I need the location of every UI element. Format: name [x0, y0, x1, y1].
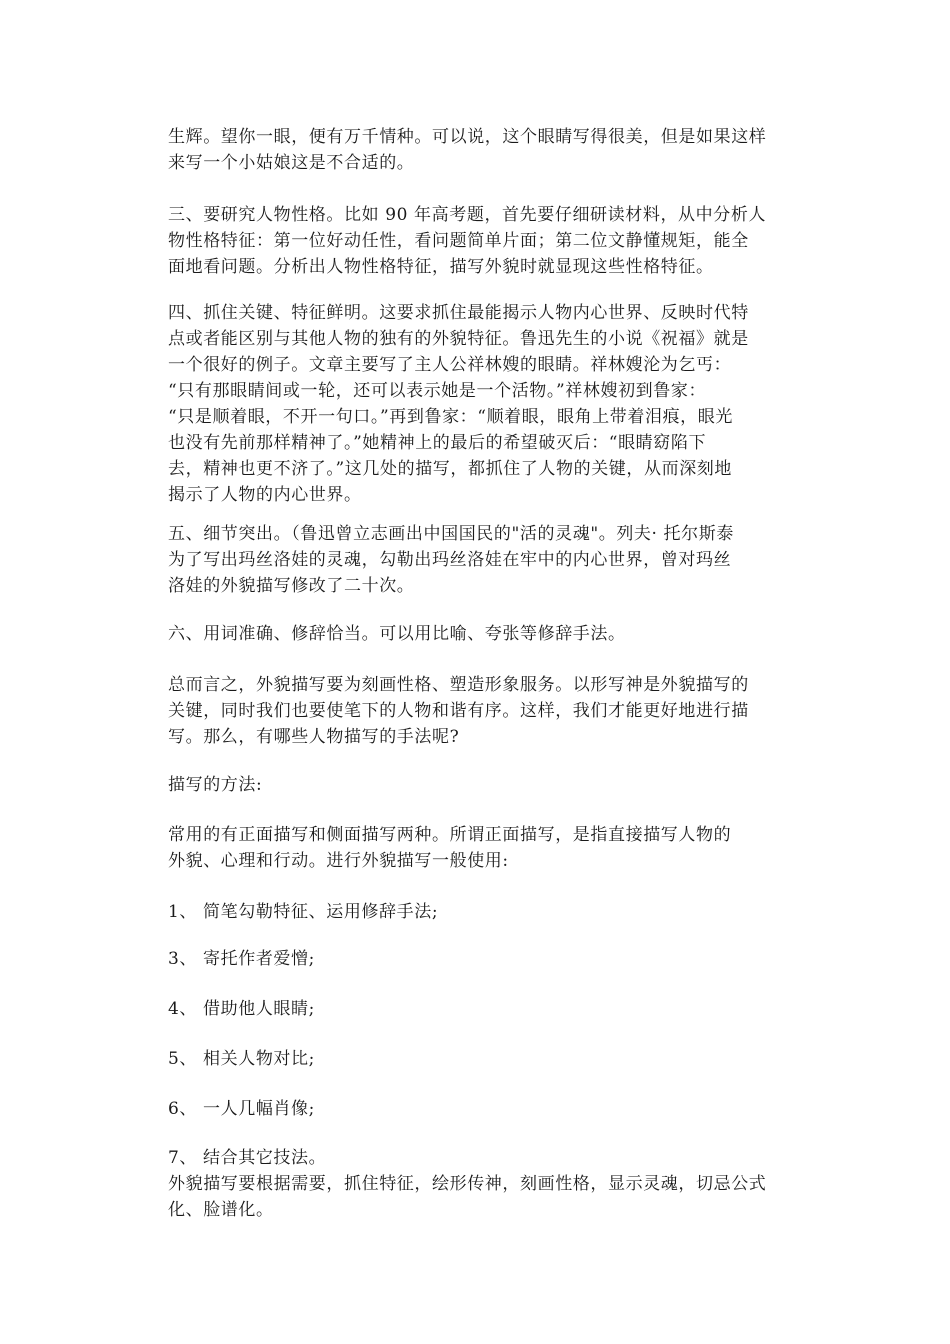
text-line: “只有那眼睛间或一轮，还可以表示她是一个活物。”祥林嫂初到鲁家：: [168, 381, 707, 401]
text-line: 6、 一人几幅肖像;: [168, 1099, 315, 1119]
text-line: “只是顺着眼，不开一句口。”再到鲁家：“顺着眼，眼角上带着泪痕，眼光: [168, 407, 733, 427]
text-line: 外貌、心理和行动。进行外貌描写一般使用:: [168, 851, 509, 871]
list-item-7: [168, 1145, 788, 1223]
text-line: 一个很好的例子。文章主要写了主人公祥林嫂的眼睛。祥林嫂沦为乞丐：: [168, 355, 732, 375]
list-item-6: [168, 1096, 788, 1122]
text-line: 1、 简笔勾勒特征、运用修辞手法;: [168, 902, 439, 922]
text-line: 7、 结合其它技法。: [168, 1148, 327, 1168]
text-line: 面地看问题。分析出人物性格特征，描写外貌时就显现这些性格特征。: [168, 257, 714, 277]
text-line: 点或者能区别与其他人物的独有的外貌特征。鲁迅先生的小说《祝福》就是: [168, 329, 749, 349]
paragraph-intro-end: [168, 124, 788, 176]
text-line: 4、 借助他人眼睛;: [168, 999, 315, 1019]
text-line: 五、细节突出。（鲁迅曾立志画出中国国民的"活的灵魂"。列夫· 托尔斯泰: [168, 524, 734, 544]
text-line: 去，精神也更不济了。”这几处的描写，都抓住了人物的关键，从而深刻地: [168, 459, 732, 479]
text-line: 来写一个小姑娘这是不合适的。: [168, 153, 415, 173]
paragraph-point-5: [168, 521, 788, 599]
paragraph-point-3: [168, 202, 788, 280]
text-line: 常用的有正面描写和侧面描写两种。所谓正面描写，是指直接描写人物的: [168, 825, 732, 845]
text-line: 总而言之，外貌描写要为刻画性格、塑造形象服务。以形写神是外貌描写的: [168, 675, 749, 695]
text-line: 为了写出玛丝洛娃的灵魂，勾勒出玛丝洛娃在牢中的内心世界，曾对玛丝: [168, 550, 732, 570]
text-line: 写。那么，有哪些人物描写的手法呢?: [168, 727, 460, 747]
text-line: 也没有先前那样精神了。”她精神上的最后的希望破灭后：“眼睛窈陷下: [168, 433, 707, 453]
text-line: 描写的方法:: [168, 775, 263, 795]
text-line: 洛娃的外貌描写修改了二十次。: [168, 576, 415, 596]
text-line: 5、 相关人物对比;: [168, 1049, 315, 1069]
paragraph-point-4: [168, 300, 788, 508]
text-line: 生辉。望你一眼，便有万千情种。可以说，这个眼睛写得很美，但是如果这样: [168, 127, 767, 147]
list-item-5: [168, 1046, 788, 1072]
text-line: 六、用词准确、修辞恰当。可以用比喻、夸张等修辞手法。: [168, 624, 626, 644]
paragraph-point-6: [168, 621, 788, 647]
text-line: 关键，同时我们也要使笔下的人物和谐有序。这样，我们才能更好地进行描: [168, 701, 749, 721]
text-line: 外貌描写要根据需要，抓住特征，绘形传神，刻画性格，显示灵魂，切忌公式: [168, 1174, 767, 1194]
text-line: 揭示了人物的内心世界。: [168, 485, 362, 505]
paragraph-methods-heading: [168, 772, 788, 798]
text-line: 化、脸谱化。: [168, 1200, 274, 1220]
list-item-3: [168, 946, 788, 972]
paragraph-summary: [168, 672, 788, 750]
list-item-1: [168, 899, 788, 925]
text-line: 四、抓住关键、特征鲜明。这要求抓住最能揭示人物内心世界、反映时代特: [168, 303, 749, 323]
text-line: 三、要研究人物性格。比如 90 年高考题，首先要仔细研读材料，从中分析人: [168, 205, 767, 225]
list-item-4: [168, 996, 788, 1022]
text-line: 3、 寄托作者爱憎;: [168, 949, 315, 969]
paragraph-methods-intro: [168, 822, 788, 874]
text-line: 物性格特征：第一位好动任性，看问题简单片面；第二位文静懂规矩，能全: [168, 231, 749, 251]
